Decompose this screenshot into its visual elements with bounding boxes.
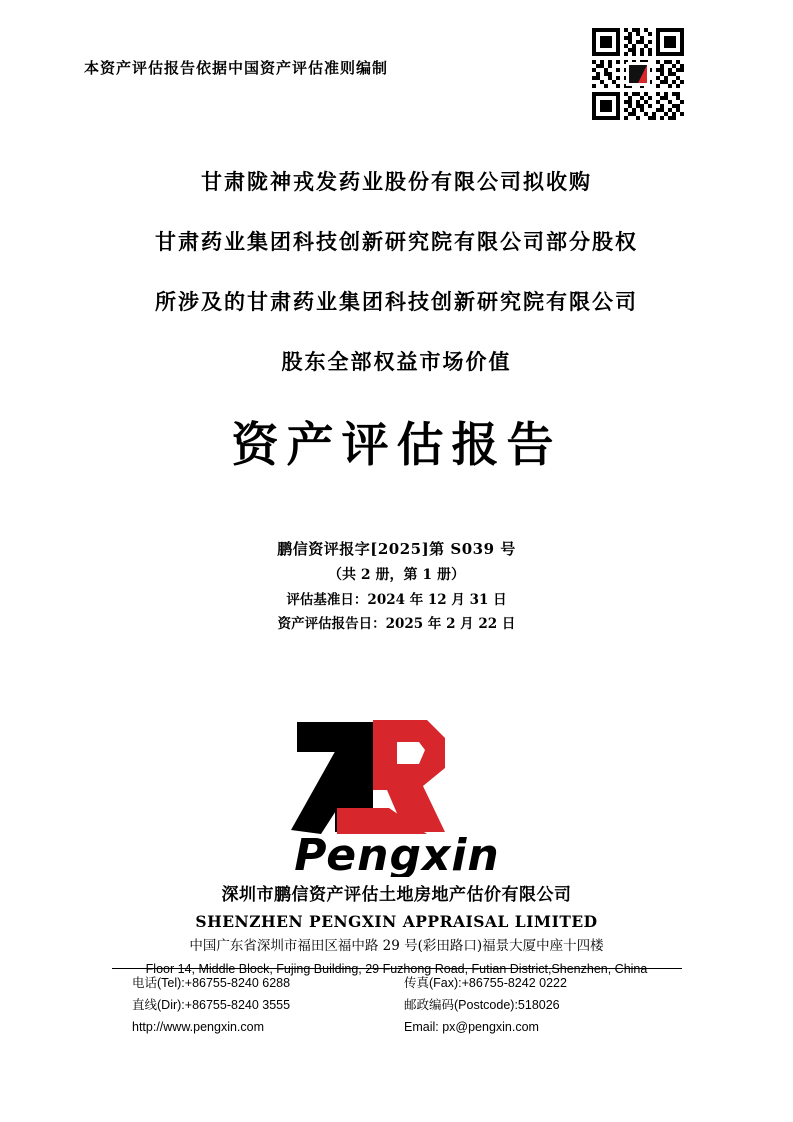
- report-date: 资产评估报告日：2025 年 2 月 22 日: [277, 616, 516, 632]
- contact-website[interactable]: http://www.pengxin.com: [132, 1020, 265, 1034]
- page-title: 资产评估报告: [231, 418, 562, 473]
- company-address-cn: 中国广东省深圳市福田区福中路 29 号(彩田路口)福景大厦中座十四楼: [189, 938, 604, 954]
- pengxin-mark-icon: [626, 62, 650, 86]
- contact-row: [132, 972, 662, 994]
- title-line: 股东全部权益市场价值: [281, 349, 512, 374]
- valuation-base-date: 评估基准日：2024 年 12 月 31 日: [286, 592, 507, 608]
- contact-row: [132, 1016, 662, 1038]
- title-line: 甘肃陇神戎发药业股份有限公司拟收购: [201, 169, 592, 194]
- company-name-cn: 深圳市鹏信资产评估土地房地产估价有限公司: [221, 885, 572, 905]
- title-line: 所涉及的甘肃药业集团科技创新研究院有限公司: [155, 289, 638, 314]
- svg-text:Pengxin: Pengxin: [293, 830, 500, 877]
- contact-row: [132, 994, 662, 1016]
- company-name-en: SHENZHEN PENGXIN APPRAISAL LIMITED: [195, 912, 598, 931]
- company-address-en: Floor 14, Middle Block, Fujing Building, 29 Fuzhong Road, Futian District,Shenzhen, China: [145, 962, 648, 976]
- standards-note: 本资产评估报告依据中国资产评估准则编制: [84, 59, 389, 77]
- pengxin-logo-icon: [277, 712, 517, 877]
- company-footer: [0, 882, 793, 980]
- company-logo: [0, 712, 793, 877]
- contact-tel: 电话(Tel):+86755-8240 6288: [132, 976, 291, 990]
- cover-subject-title: [0, 152, 793, 392]
- contact-block: [132, 972, 662, 1038]
- title-line: 甘肃药业集团科技创新研究院有限公司部分股权: [155, 229, 638, 254]
- contact-direct-line: 直线(Dir):+86755-8240 3555: [132, 998, 291, 1012]
- report-volume: （共 2 册，第 1 册）: [328, 567, 465, 583]
- contact-postcode: 邮政编码(Postcode):518026: [404, 998, 560, 1012]
- divider: [112, 968, 682, 969]
- report-number: 鹏信资评报字[2025]第 S039 号: [277, 540, 516, 558]
- contact-email[interactable]: Email: px@pengxin.com: [404, 1020, 539, 1034]
- contact-fax: 传真(Fax):+86755-8242 0222: [404, 976, 567, 990]
- qr-code-icon: [592, 28, 684, 120]
- report-meta: [0, 536, 793, 636]
